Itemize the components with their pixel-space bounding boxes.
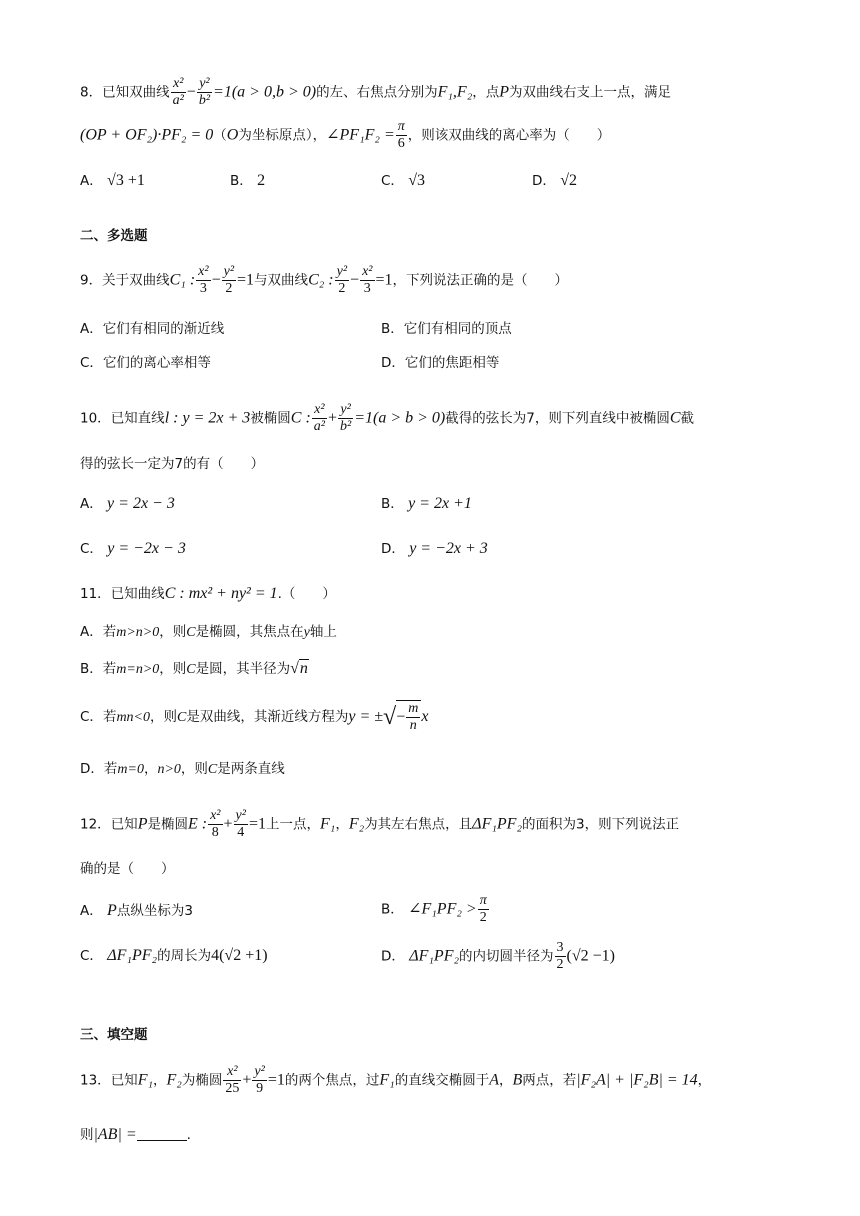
section-title-fill-in: 三、填空题: [80, 1027, 148, 1043]
option-value: y = −2x − 3: [107, 540, 186, 557]
q9-option-b[interactable]: [381, 321, 512, 337]
option-condition: m=n>0: [116, 662, 160, 677]
frac-num: x²: [223, 1064, 241, 1081]
radicand: − $\frac{m}{n}$: [396, 700, 421, 734]
q13-text3: 的两个焦点，过: [284, 1072, 380, 1089]
option-label: C．: [80, 948, 103, 964]
q13-comma: ，: [153, 1072, 167, 1089]
q8-option-a[interactable]: [80, 171, 145, 190]
q9-tail: ，下列说法正确的是（ ）: [392, 272, 569, 289]
q8-line2: (OP + OF₂)·PF₂ = 0（O为坐标原点），∠PF₁F₂ = $\frac{\pi}{6}$ ，则该双曲线的离心率为（ ）: [80, 119, 611, 152]
q12-text5: 的面积为3，则下列说法正: [522, 816, 680, 833]
frac-den: 2: [479, 910, 487, 926]
q13-text2: 为椭圆: [181, 1072, 223, 1089]
q8-frac-x: [171, 76, 186, 109]
q9-stem: 9．关于双曲线C₁ : $\frac{\text{x²}}{3}$ − $\frac{\text{y²}}{2}$ =1与双曲线C₂ : $\frac{\text{y²}}{2}$ − $\frac{\text{x²}}{3}$ =1，下列说法正确的是（ ）: [80, 264, 569, 297]
q11-stem: [80, 584, 336, 603]
frac-den: 3: [199, 281, 207, 297]
q12-option-d[interactable]: [381, 940, 615, 973]
option-value: 它们有相同的渐近线: [102, 321, 225, 337]
q12-ellipse-name: E :: [187, 815, 208, 833]
q13-a: A: [489, 1071, 499, 1089]
answer-blank[interactable]: [137, 1140, 187, 1141]
option-condition: m=0: [117, 762, 144, 777]
option-text: ，则: [159, 624, 187, 640]
q12-frac: [208, 808, 222, 841]
q8-text2: ，点: [472, 84, 500, 101]
radicand: n: [299, 660, 308, 677]
option-condition: m>n>0: [116, 625, 160, 640]
q13-frac: [223, 1064, 241, 1097]
option-triangle: ΔF₁PF₂: [409, 947, 460, 965]
q8-line1: 8．已知双曲线 $\frac{\text{x²}}{\text{a²}}$ − $\frac{\text{y²}}{\text{b²}}$ =1(a > 0,b > 0)的左、右焦点分别为F₁,F₂，点P为双曲线右支上一点，满足: [80, 76, 672, 109]
q12-option-c[interactable]: [80, 946, 268, 965]
frac-num: y²: [252, 1064, 266, 1081]
option-label: D．: [532, 173, 556, 189]
option-value: y = 2x +1: [408, 495, 472, 512]
option-value: y = −2x + 3: [409, 540, 488, 557]
option-value: 它们的离心率相等: [102, 355, 211, 371]
option-label: A．: [80, 321, 103, 337]
q13-stem-line1: 13．已知F₁，F₂为椭圆 $\frac{\text{x²}}{25}$ + $\frac{\text{y²}}{9}$ =1的两个焦点，过F₁的直线交椭圆于A，B两点，若|F₂A| + |F₂B| = 14，: [80, 1064, 712, 1097]
q12-f1: F₁: [319, 815, 336, 833]
option-text: 若: [103, 761, 118, 777]
q12-number: 12．: [80, 816, 111, 833]
frac-num: m: [406, 701, 420, 718]
q8-point: P: [499, 83, 510, 101]
frac-den: 6: [397, 136, 405, 152]
q9-number: 9．: [80, 272, 103, 289]
option-label: C．: [80, 709, 103, 726]
q8-option-c[interactable]: [381, 171, 425, 190]
frac-num: π: [396, 119, 407, 136]
option-text: ，则: [159, 661, 187, 677]
option-value: √3 +1: [107, 172, 145, 189]
q12-comma: ，: [335, 816, 349, 833]
option-expr: ∠F₁PF₂ >: [408, 900, 477, 918]
q9-frac: [222, 264, 236, 297]
q11-option-c[interactable]: [80, 700, 428, 734]
option-label: B．: [381, 321, 404, 337]
q12-option-b[interactable]: [381, 893, 490, 926]
option-c: C: [177, 710, 187, 726]
q13-text: 已知: [110, 1072, 138, 1089]
frac-num: 3: [555, 940, 566, 957]
q12-text2: 是椭圆: [147, 816, 188, 833]
q10-option-d[interactable]: [381, 539, 488, 558]
frac-num: y²: [234, 808, 248, 825]
option-label: C．: [381, 173, 404, 189]
frac-num: y²: [335, 264, 349, 281]
q10-text: 已知直线: [110, 410, 165, 427]
option-text: 点纵坐标为3: [116, 903, 193, 919]
option-frac: [406, 701, 420, 734]
frac-num: x²: [171, 76, 186, 93]
sqrt-sign: √: [383, 704, 397, 731]
frac-num: x²: [312, 402, 327, 419]
frac-den: 8: [211, 825, 219, 841]
q8-text3: 为双曲线右支上一点，满足: [509, 84, 672, 101]
option-text: 的内切圆半径为: [459, 948, 554, 965]
q9-frac: [335, 264, 349, 297]
q9-option-d[interactable]: [381, 355, 499, 371]
option-label: D．: [381, 948, 405, 965]
q13-text5: ，: [498, 1072, 513, 1089]
option-y: y: [303, 625, 310, 640]
frac-den: 2: [338, 281, 346, 297]
option-c: C: [186, 625, 196, 640]
q10-option-a[interactable]: [80, 494, 175, 513]
q12-text4: 为其左右焦点，且: [364, 816, 473, 833]
frac-den: 25: [225, 1081, 240, 1097]
q10-stem-line1: 10．已知直线l : y = 2x + 3被椭圆C : $\frac{\text{x²}}{\text{a²}}$ + $\frac{\text{y²}}{\text{b²}}$ =1(a > b > 0)截得的弦长为7，则下列直线中被椭圆C截: [80, 402, 695, 435]
q8-origin: O: [226, 126, 239, 144]
frac-num: π: [478, 893, 489, 910]
option-text: 若: [102, 661, 117, 677]
q13-period: .: [186, 1127, 191, 1143]
frac-num: y²: [338, 402, 353, 419]
option-text: 的周长为: [157, 948, 212, 964]
q11-curve-eq: C : mx² + ny² = 1: [164, 585, 278, 602]
q10-c: C: [669, 409, 681, 427]
option-text: ，则: [150, 709, 177, 726]
option-label: C．: [80, 355, 103, 371]
q13-f1b: F₁: [379, 1071, 395, 1089]
q8-text: 的左、右焦点分别为: [316, 84, 438, 101]
q8-angle: ∠PF₁F₂ =: [326, 126, 395, 144]
option-label: D．: [80, 761, 104, 777]
q10-number: 10．: [80, 410, 111, 427]
q12-eq: =1: [248, 815, 266, 833]
option-value: √3: [408, 172, 426, 189]
option-condition: mn<0: [116, 710, 150, 726]
frac-num: x²: [196, 264, 210, 281]
q13-text: 则: [80, 1127, 94, 1143]
sqrt-sign: √n: [290, 660, 308, 677]
q10-frac: [338, 402, 353, 435]
frac-den: 4: [237, 825, 245, 841]
q9-text2: 与双曲线: [254, 272, 309, 289]
option-value: √2: [560, 172, 577, 189]
frac-den: a²: [313, 419, 325, 435]
q12-frac: [234, 808, 248, 841]
option-frac: [478, 893, 489, 926]
option-p: P: [107, 902, 117, 919]
q9-c1: C₁ :: [169, 271, 196, 289]
option-lhs: y = ±: [348, 708, 384, 726]
q9-eq: =1: [237, 271, 255, 289]
q8-option-d[interactable]: [532, 171, 577, 190]
option-value: 4(√2 +1): [211, 947, 268, 964]
option-label: B．: [381, 901, 404, 918]
frac-num: x²: [208, 808, 222, 825]
frac-num: y²: [197, 76, 212, 93]
option-triangle: ΔF₁PF₂: [107, 947, 158, 964]
q10-option-c[interactable]: [80, 539, 186, 558]
q13-eq: =1: [267, 1071, 285, 1089]
option-value: 它们有相同的顶点: [403, 321, 512, 337]
option-label: A．: [80, 903, 103, 919]
q13-text4: 的直线交椭圆于: [394, 1072, 490, 1089]
q13-frac: [252, 1064, 266, 1097]
q11-tail: .（ ）: [277, 586, 336, 602]
q8-conic-rest: =1(a > 0,b > 0): [213, 83, 317, 101]
option-value: 它们的焦距相等: [404, 355, 500, 371]
q11-number: 11．: [80, 586, 111, 602]
q10-frac: [312, 402, 327, 435]
frac-den: 2: [225, 281, 233, 297]
q13-text7: ，: [697, 1072, 712, 1089]
q9-c2: C₂ :: [308, 271, 334, 289]
q13-abs-expr: |F₂A| + |F₂B| = 14: [576, 1071, 698, 1089]
q8-number: 8．: [80, 84, 103, 101]
q11-option-d[interactable]: [80, 761, 285, 779]
q10-ellipse-name: C :: [290, 409, 311, 427]
frac-den: b²: [198, 93, 211, 109]
q13-text6: 两点，若: [522, 1072, 577, 1089]
option-text: 轴上: [309, 624, 337, 640]
q13-number: 13．: [80, 1072, 111, 1089]
q8-note: 为坐标原点），: [238, 127, 327, 144]
q9-option-a[interactable]: [80, 321, 224, 337]
option-label: A．: [80, 173, 103, 189]
q12-p: P: [137, 815, 148, 833]
option-text: 是两条直线: [217, 761, 285, 777]
option-text: ，则: [180, 761, 208, 777]
option-text: 是椭圆，其焦点在: [195, 624, 304, 640]
q11-option-a[interactable]: [80, 624, 337, 642]
q10-text2: 被椭圆: [250, 410, 291, 427]
option-text: 若: [102, 709, 117, 726]
q10-stem-line2: 得的弦长一定为7的有（ ）: [80, 456, 265, 472]
q9-frac: [360, 264, 374, 297]
q12-stem-line1: 12．已知P是椭圆E : $\frac{\text{x²}}{8}$ + $\frac{\text{y²}}{4}$ =1上一点，F₁，F₂为其左右焦点，且ΔF₁PF₂的面积为3，则下列说法正: [80, 808, 680, 841]
q10-text4: 截: [680, 410, 695, 427]
q9-text: 关于双曲线: [102, 272, 170, 289]
option-text: 是双曲线，其渐近线方程为: [186, 709, 349, 726]
q13-f2: F₂: [166, 1071, 182, 1089]
q10-option-b[interactable]: [381, 494, 472, 513]
option-label: A．: [80, 624, 103, 640]
option-condition: n>0: [157, 762, 181, 777]
option-label: B．: [80, 661, 103, 677]
option-label: D．: [381, 541, 405, 557]
frac-den: n: [409, 718, 417, 734]
q10-ellipse-rest: =1(a > b > 0): [354, 409, 446, 427]
option-label: B．: [381, 496, 404, 512]
q11-option-b[interactable]: [80, 659, 309, 679]
frac-den: 2: [556, 957, 564, 973]
q8-foci: F₁,F₂: [437, 83, 473, 101]
frac-den: a²: [172, 93, 184, 109]
q13-f1: F₁: [137, 1071, 154, 1089]
option-value: (√2 −1): [566, 947, 616, 965]
option-c: C: [186, 662, 196, 677]
frac-den: 9: [256, 1081, 264, 1097]
q8-option-b[interactable]: [230, 171, 265, 190]
option-c: C: [207, 762, 218, 777]
q8-tail: ，则该双曲线的离心率为（ ）: [407, 127, 611, 144]
option-value: 2: [257, 172, 266, 189]
option-text: ，: [143, 761, 158, 777]
q12-text3: 上一点，: [265, 816, 320, 833]
q9-option-c[interactable]: [80, 355, 211, 371]
frac-den: b²: [340, 419, 352, 435]
q12-stem-line2: 确的是（ ）: [80, 861, 175, 877]
q12-option-a[interactable]: [80, 901, 193, 920]
q10-line-eq: l : y = 2x + 3: [164, 409, 251, 427]
q8-angle-frac: [396, 119, 407, 152]
q8-frac-y: [197, 76, 212, 109]
q12-f2: F₂: [348, 815, 365, 833]
frac-den: 3: [363, 281, 371, 297]
q12-text: 已知: [110, 816, 138, 833]
option-text: 是圆，其半径为: [195, 661, 291, 677]
option-label: A．: [80, 496, 103, 512]
option-frac: [555, 940, 566, 973]
option-x: x: [421, 708, 429, 726]
q8-intro: 已知双曲线: [102, 84, 170, 101]
frac-num: x²: [360, 264, 374, 281]
q9-frac: [196, 264, 210, 297]
option-label: C．: [80, 541, 103, 557]
frac-num: y²: [222, 264, 236, 281]
q13-ab: |AB| =: [93, 1126, 137, 1143]
q10-text3: 截得的弦长为7，则下列直线中被椭圆: [445, 410, 670, 427]
option-label: D．: [381, 355, 405, 371]
q13-stem-line2: [80, 1125, 191, 1144]
q12-triangle: ΔF₁PF₂: [472, 815, 523, 833]
q9-eq: =1: [375, 271, 393, 289]
q11-text: 已知曲线: [110, 586, 165, 602]
q8-vector-expr: (OP + OF₂)·PF₂ = 0: [80, 126, 214, 144]
option-text: 若: [102, 624, 117, 640]
option-value: y = 2x − 3: [107, 495, 175, 512]
option-label: B．: [230, 173, 253, 189]
section-title-multiple-choice: 二、多选题: [80, 228, 148, 244]
q13-b: B: [512, 1071, 523, 1089]
